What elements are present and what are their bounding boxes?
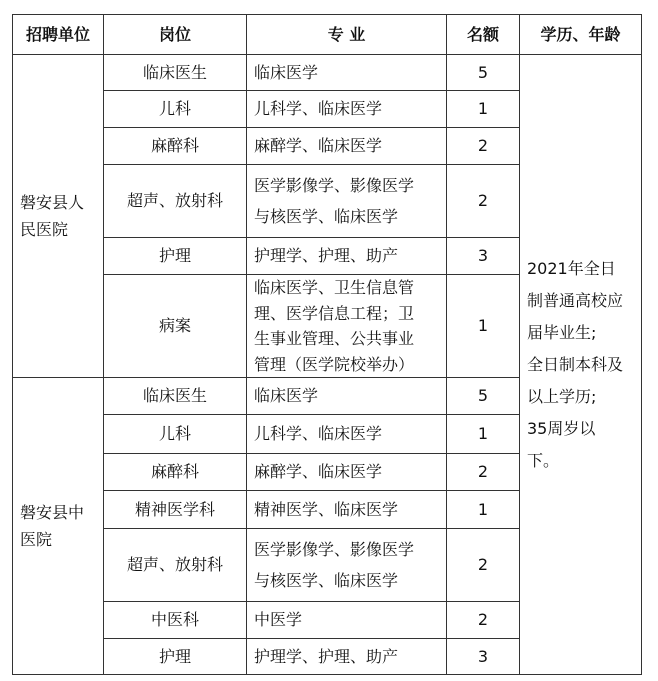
major-cell: [247, 91, 447, 128]
requirement-cell: [520, 55, 642, 675]
count-cell: 2: [447, 602, 520, 639]
requirement-line: 全日制本科及: [527, 354, 624, 374]
count-cell: 1: [447, 275, 520, 378]
unit-cell: [13, 378, 104, 675]
count-cell: 2: [447, 128, 520, 165]
requirement-line: 2021年全日: [527, 258, 616, 278]
header-requirement: 学历、年龄: [520, 15, 642, 55]
header-position: 岗位: [104, 15, 247, 55]
header-row: [13, 15, 642, 55]
unit-name-line: 医院: [20, 530, 53, 550]
position-cell: 病案: [104, 275, 247, 378]
major-line: 儿科学、临床医学: [254, 99, 383, 118]
position-cell: 超声、放射科: [104, 529, 247, 602]
major-line: 麻醉学、临床医学: [254, 136, 383, 155]
requirement-line: 下。: [527, 450, 560, 470]
major-cell: [247, 491, 447, 529]
major-line: 临床医学、卫生信息管: [254, 278, 415, 297]
header-unit: 招聘单位: [13, 15, 104, 55]
major-cell: [247, 275, 447, 378]
header-count: 名额: [447, 15, 520, 55]
unit-name-line: 民医院: [20, 220, 69, 240]
count-cell: 3: [447, 238, 520, 275]
requirement-line: 35周岁以: [527, 418, 596, 438]
count-cell: 3: [447, 639, 520, 675]
requirement-line: 制普通高校应: [527, 290, 624, 310]
major-line: 与核医学、临床医学: [254, 571, 399, 591]
header-major: 专 业: [247, 15, 447, 55]
major-cell: [247, 454, 447, 491]
position-cell: 临床医生: [104, 55, 247, 91]
unit-cell: [13, 55, 104, 378]
major-cell: [247, 378, 447, 415]
count-cell: 5: [447, 378, 520, 415]
major-line: 临床医学: [254, 62, 319, 82]
count-cell: 2: [447, 529, 520, 602]
count-cell: 1: [447, 415, 520, 454]
major-line: 护理学、护理、助产: [254, 646, 399, 666]
count-cell: 5: [447, 55, 520, 91]
position-cell: 护理: [104, 639, 247, 675]
major-cell: [247, 639, 447, 675]
major-cell: [247, 165, 447, 238]
recruitment-table: [12, 14, 642, 675]
major-cell: [247, 238, 447, 275]
major-line: 生事业管理、公共事业: [254, 329, 415, 349]
position-cell: 护理: [104, 238, 247, 275]
table-row: [13, 55, 642, 91]
major-line: 与核医学、临床医学: [254, 207, 399, 226]
major-cell: [247, 529, 447, 602]
position-cell: 麻醉科: [104, 128, 247, 165]
major-cell: [247, 128, 447, 165]
count-cell: 2: [447, 165, 520, 238]
major-line: 临床医学: [254, 386, 319, 406]
position-cell: 临床医生: [104, 378, 247, 415]
major-line: 精神医学、临床医学: [254, 499, 399, 519]
count-cell: 1: [447, 491, 520, 529]
major-cell: [247, 602, 447, 639]
position-cell: 儿科: [104, 415, 247, 454]
major-line: 理、医学信息工程；卫: [254, 303, 415, 323]
major-cell: [247, 55, 447, 91]
position-cell: 麻醉科: [104, 454, 247, 491]
major-line: 麻醉学、临床医学: [254, 462, 383, 482]
requirement-line: 以上学历;: [527, 386, 597, 406]
major-line: 管理（医学院校举办）: [254, 354, 415, 374]
major-cell: [247, 415, 447, 454]
requirement-line: 届毕业生;: [527, 322, 597, 342]
major-line: 儿科学、临床医学: [254, 424, 383, 444]
major-line: 护理学、护理、助产: [254, 246, 399, 265]
count-cell: 1: [447, 91, 520, 128]
position-cell: 儿科: [104, 91, 247, 128]
unit-name-line: 磐安县人: [20, 193, 85, 212]
unit-name-line: 磐安县中: [20, 503, 85, 523]
position-cell: 超声、放射科: [104, 165, 247, 238]
count-cell: 2: [447, 454, 520, 491]
major-line: 医学影像学、影像医学: [254, 540, 415, 560]
major-line: 医学影像学、影像医学: [254, 175, 415, 195]
position-cell: 中医科: [104, 602, 247, 639]
major-line: 中医学: [254, 610, 303, 630]
position-cell: 精神医学科: [104, 491, 247, 529]
